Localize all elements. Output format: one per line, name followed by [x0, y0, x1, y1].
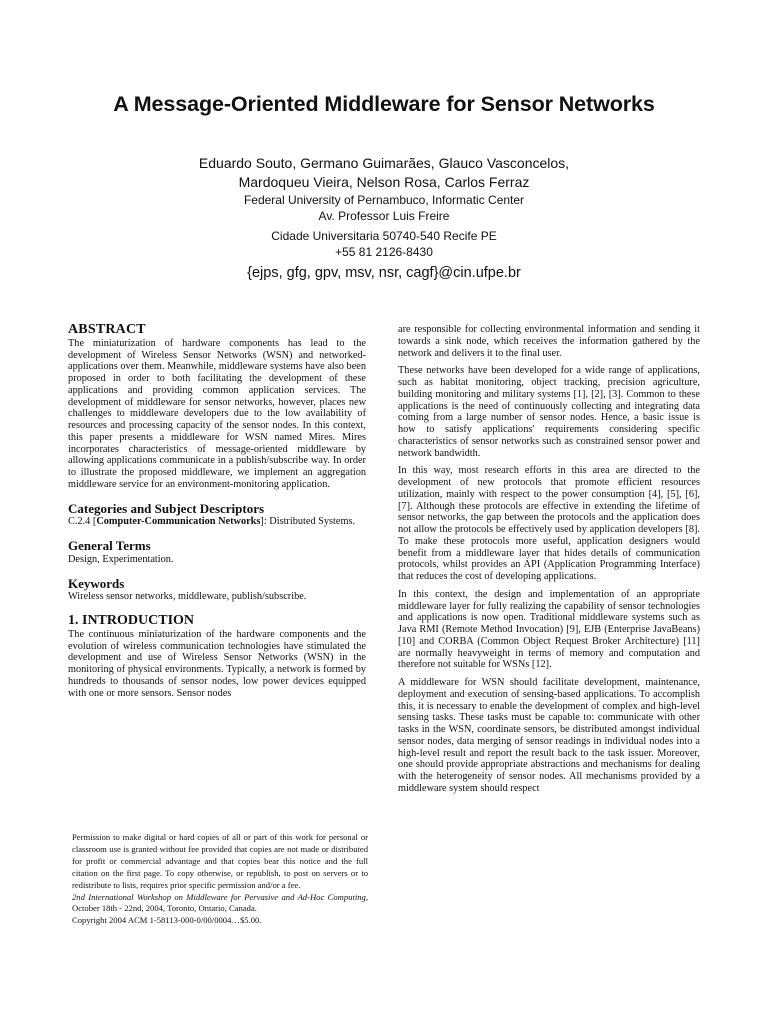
- authors-line-1: Eduardo Souto, Germano Guimarães, Glauco Vasconcelos,: [198, 155, 570, 171]
- body-paragraph-5: A middleware for WSN should facilitate development, maintenance, deployment and execution of sensing-based applications. To accomplish this, it is necessary to enable the development of complex and high-level sensing tasks. These tasks must be capable to: communicate with other tasks in the WSN, coordinate sensors, be distributed amongst individual sensor nodes, data merging of sensor readings in individual nodes into a high-level result and report the result back to the task issuer. Moreover, one should provide appropriate abstractions and mechanisms for dealing with the heterogeneity of sensor nodes. All mechanisms provided by a middleware system should respect: [398, 677, 700, 794]
- categories-heading: Categories and Subject Descriptors: [68, 500, 265, 516]
- phone-number: +55 81 2126-8430: [335, 245, 433, 259]
- introduction-heading: 1. INTRODUCTION: [68, 613, 195, 628]
- keywords-heading: Keywords: [68, 575, 125, 591]
- general-terms-heading: General Terms: [68, 538, 151, 553]
- affiliation-line-1: Federal University of Pernambuco, Informatic Center: [243, 193, 525, 207]
- author-emails: {ejps, gfg, gpv, msv, nsr, cagf}@cin.ufpe.br: [247, 265, 521, 281]
- authors-line-2: Mardoqueu Vieira, Nelson Rosa, Carlos Ferraz: [238, 174, 530, 190]
- author-block: [0, 154, 768, 281]
- right-column: [398, 324, 700, 801]
- venue-rest: , October 18th - 22nd, 2004, Toronto, Ontario, Canada.: [72, 891, 368, 914]
- abstract-text: The miniaturization of hardware components has lead to the development of Wireless Sensor Networks (WSN) and networked-applications over them. Meanwhile, middleware systems have also been proposed in order to both facilitating the development of these applications and providing common application services. The development of middleware for sensor networks, however, places new challenges to middleware developers due to the low availability of resources and processing capacity of the sensor nodes. In this context, this paper presents a middleware for WSN named Mires. Mires incorporates characteristics of message-oriented middleware by allowing applications communicate in a publish/subscribe way. In order to illustrate the proposed middleware, we implement an aggregation middleware service for an environment-monitoring application.: [68, 337, 366, 490]
- categories-rest: ]: Distributed Systems.: [260, 516, 356, 528]
- affiliation-line-3: Cidade Universitaria 50740-540 Recife PE: [271, 229, 497, 243]
- body-paragraph-2: These networks have been developed for a wide range of applications, such as habitat monitoring, object tracking, precision agriculture, building monitoring and military systems [1], [2], [3]. Common to these applications is the need of continuously collecting and integrating data coming from a large number of sensor nodes. Hence, a basic issue is how to satisfy applications' requirements considering specific characteristics of sensor networks such as constrained sensor power and network bandwidth.: [398, 365, 700, 459]
- affiliation-line-2: Av. Professor Luis Freire: [318, 209, 450, 223]
- copyright-line: Copyright 2004 ACM 1-58113-000-0/00/0004…$5.00.: [72, 915, 262, 926]
- venue-italic: 2nd International Workshop on Middleware for Pervasive and Ad-Hoc Computing: [72, 891, 366, 902]
- permission-notice: Permission to make digital or hard copies of all or part of this work for personal or classroom use is granted without fee provided that copies are not made or distributed for profit or commercial advantage and that copies bear this notice and the full citation on the first page. To copy otherwise, or republish, to post on servers or to redistribute to lists, requires prior specific permission and/or a fee.: [72, 832, 368, 890]
- body-paragraph-3: In this way, most research efforts in this area are directed to the development of new protocols that promote efficient resources utilization, mainly with respect to the power consumption [4], [5], [6], [7]. Although these protocols are effective in extending the lifetime of sensor networks, the gap between the protocols and the application does not allow the protocols be effectively used by application developers [8]. To make these protocols more useful, application designers would benefit from a middleware layer that hides details of communication protocols, whilst provides an API (Application Programming Interface) that reduces the cost of developing applications.: [398, 465, 700, 582]
- copyright-footnote: [72, 832, 368, 927]
- body-paragraph-1: are responsible for collecting environmental information and sending it towards a sink node, which receives the information gathered by the network and delivers it to the final user.: [398, 324, 700, 359]
- categories-bold: Computer-Communication Networks: [96, 516, 261, 528]
- introduction-text: The continuous miniaturization of the hardware components and the evolution of wireless communication technologies have stimulated the development and use of Wireless Sensor Networks (WSN) in the monitoring of physical environments. Typically, a network is formed by hundreds to thousands of sensor nodes, low power devices equipped with one or more sensors. Sensor nodes: [68, 628, 366, 699]
- abstract-heading: ABSTRACT: [68, 322, 146, 337]
- keywords-text: Wireless sensor networks, middleware, publish/subscribe.: [68, 591, 307, 603]
- venue-line: [72, 892, 368, 916]
- left-column: [68, 324, 366, 704]
- general-terms-text: Design, Experimentation.: [68, 553, 174, 565]
- categories-code: C.2.4 [: [68, 516, 97, 528]
- categories-text: [68, 516, 366, 528]
- paper-title: A Message-Oriented Middleware for Sensor Networks: [113, 92, 655, 116]
- body-paragraph-4: In this context, the design and implementation of an appropriate middleware layer for fully realizing the capability of sensor technologies and applications is now open. Traditional middleware systems such as Java RMI (Remote Method Invocation) [9], EJB (Enterprise JavaBeans) [10] and CORBA (Common Object Request Broker Architecture) [11] are normally heavyweight in terms of memory and computation and therefore not suitable for WSNs [12].: [398, 588, 700, 671]
